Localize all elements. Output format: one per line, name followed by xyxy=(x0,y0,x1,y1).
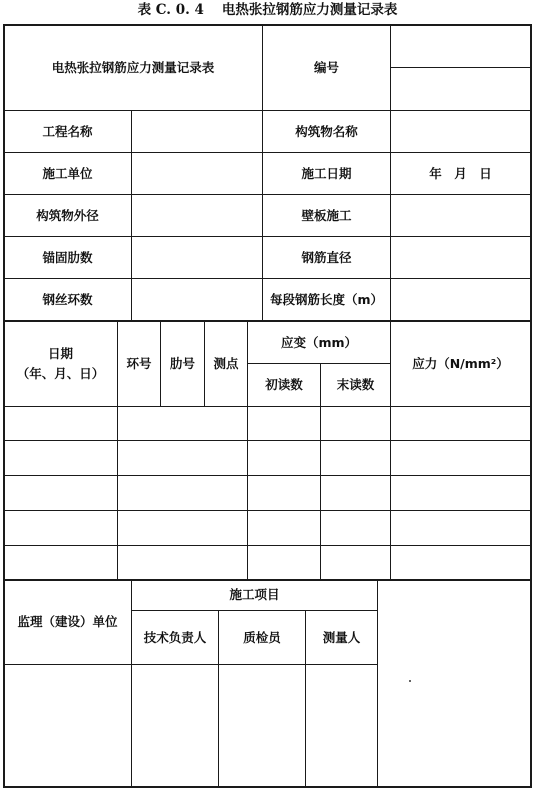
document-title xyxy=(0,0,535,22)
wire-rings-field[interactable] xyxy=(132,279,262,320)
initial-reading-header: 初读数 xyxy=(265,377,303,392)
wire-rings-label: 钢丝环数 xyxy=(42,291,93,307)
final-reading-header: 末读数 xyxy=(336,377,375,392)
construction-unit-label: 施工单位 xyxy=(42,165,93,181)
anchor-ribs-label: 锚固肋数 xyxy=(42,249,93,265)
date-header-format: （年、月、日） xyxy=(16,366,105,381)
number-field-2[interactable] xyxy=(391,68,530,110)
ring-number-header: 环号 xyxy=(126,356,152,371)
anchor-ribs-field[interactable] xyxy=(132,237,262,278)
table-code: 表 C. 0. 4 xyxy=(137,2,204,18)
stress-header: 应力（N/mm²） xyxy=(412,356,509,371)
rebar-diameter-label: 钢筋直径 xyxy=(301,249,352,265)
inspector-label: 质检员 xyxy=(243,629,281,645)
project-item-signature-area[interactable] xyxy=(378,580,530,786)
structure-diameter-label: 构筑物外径 xyxy=(36,207,99,223)
supervisor-unit-label: 监理（建设）单位 xyxy=(17,614,118,629)
number-label: 编号 xyxy=(313,59,339,75)
rib-number-header: 肋号 xyxy=(169,356,195,371)
project-item-label: 施工项目 xyxy=(229,587,280,602)
table-title: 电热张拉钢筋应力测量记录表 xyxy=(221,2,398,18)
wall-construction-label: 壁板施工 xyxy=(301,207,352,223)
construction-date-label: 施工日期 xyxy=(301,165,352,181)
structure-diameter-field[interactable] xyxy=(132,195,262,236)
measuring-point-header: 测点 xyxy=(213,356,239,371)
project-name-label: 工程名称 xyxy=(42,123,93,139)
form-name: 电热张拉钢筋应力测量记录表 xyxy=(51,59,215,75)
project-name-field[interactable] xyxy=(132,111,262,152)
surveyor-label: 测量人 xyxy=(322,629,361,645)
construction-date-field[interactable]: 年 月 日 xyxy=(429,165,492,181)
segment-length-field[interactable] xyxy=(391,279,530,320)
date-header-label: 日期 xyxy=(47,346,73,361)
date-header xyxy=(4,322,117,406)
structure-name-field[interactable] xyxy=(391,111,530,152)
tech-lead-label: 技术负责人 xyxy=(143,629,207,645)
segment-length-label: 每段钢筋长度（m） xyxy=(269,291,384,307)
wall-construction-field[interactable] xyxy=(391,195,530,236)
structure-name-label: 构筑物名称 xyxy=(295,123,358,139)
construction-unit-field[interactable] xyxy=(132,153,262,194)
rebar-diameter-field[interactable] xyxy=(391,237,530,278)
number-field-1[interactable] xyxy=(391,25,530,67)
stray-mark xyxy=(409,680,411,682)
strain-header: 应变（mm） xyxy=(280,334,358,350)
